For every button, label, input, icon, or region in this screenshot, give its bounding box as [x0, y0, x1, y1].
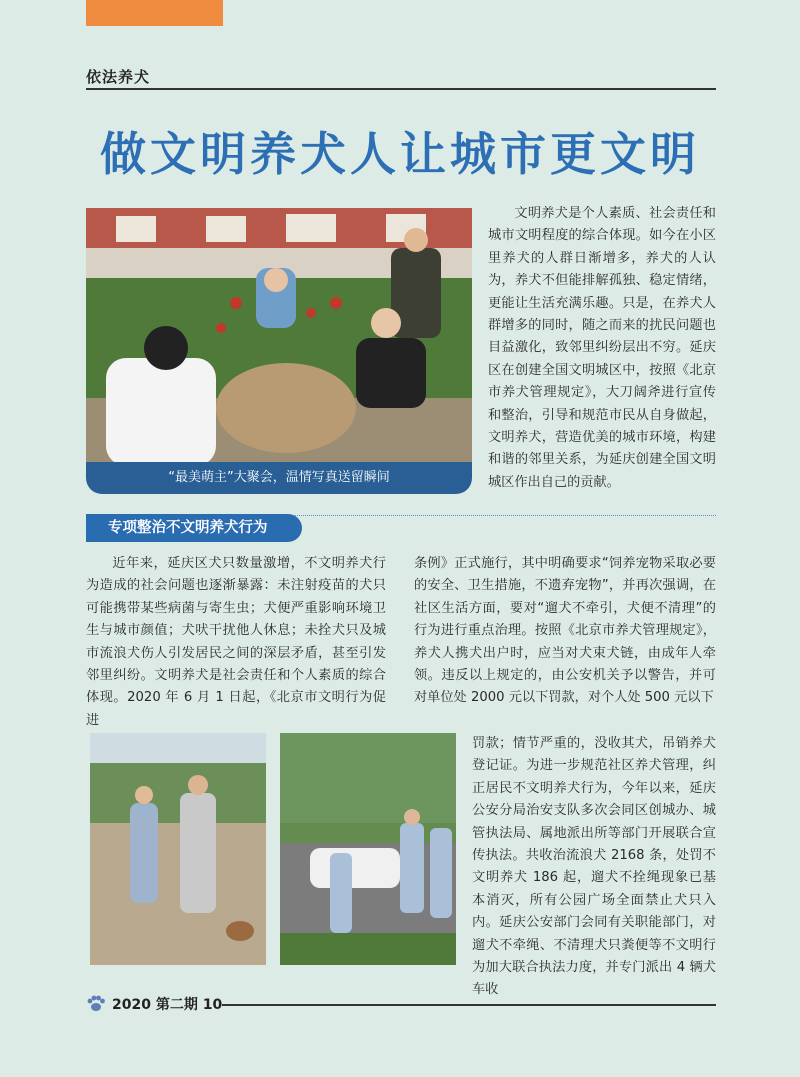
header-rule — [86, 88, 716, 90]
column-left: 近年来，延庆区犬只数量激增，不文明养犬行为造成的社会问题也逐渐暴露：未注射疫苗的犬只可能携带某些病菌与寄生虫；犬便严重影响环境卫生与城市颜值；犬吠干扰他人休息；未拴犬只及城市流浪犬伤人引发居民之间的深层矛盾，甚至引发邻里纠纷。文明养犬是社会责任和个人素质的综合体现。2020 年 6 月 1 日起，《北京市文明行为促进 — [86, 556, 386, 728]
column-right-bottom: 罚款；情节严重的，没收其犬，吊销养犬登记证。为进一步规范社区养犬管理，纠正居民不文明养犬行为，今年以来，延庆公安分局治安支队多次会同区创城办、城管执法局、属地派出所等部门开展联合宣传执法。共收治流浪犬 2168 条，处罚不文明养犬 186 起，遛犬不拴绳现象已基本消灭，所有公园广场全面禁止犬只入内。延庆公安部门会同有关职能部门，对遛犬不牵绳、不清理犬只粪便等不文明行为加大联合执法力度，并专门派出 4 辆犬车收 — [472, 736, 716, 998]
intro-paragraph: 文明养犬是个人素质、社会责任和城市文明程度的综合体现。如今在小区里养犬的人群日渐增多，养犬的人认为，养犬不但能排解孤独、稳定情绪，更能让生活充满乐趣。只是，在养犬人群增多的同时，随之而来的扰民问题也目益激化，致邻里纠纷层出不穷。延庆区在创建全国文明城区中，按照《北京市养犬管理规定》，大刀阔斧进行宣传和整治，引导和规范市民从自身做起，文明养犬，营造优美的城市环境，构建和谐的邻里关系，为延庆创建全国文明城区作出自己的贡献。 — [488, 206, 716, 490]
main-photo — [86, 208, 472, 466]
section-label: 依法养犬 — [86, 68, 151, 86]
footer-rule — [222, 1004, 716, 1006]
enforcement-photo-right — [280, 733, 456, 965]
subhead: 专项整治不文明养犬行为 — [86, 514, 302, 542]
column-right-top: 条例》正式施行，其中明确要求“饲养宠物采取必要的安全、卫生措施，不遗弃宠物”，并再次强调，在社区生活方面，要对“遛犬不牵引，犬便不清理”的行为进行重点治理。按照《北京市养犬管理规定》，养犬人携犬出户时，应当对犬束犬链，由成年人牵领。违反以上规定的，由公安机关予以警告，并可对单位处 2000 元以下罚款，对个人处 500 元以下 — [414, 556, 716, 706]
page-number: 2020 第二期 10 — [112, 997, 223, 1013]
paw-icon — [86, 993, 106, 1013]
enforcement-photo-left — [90, 733, 266, 965]
orange-tab — [86, 0, 223, 26]
headline: 做文明养犬人让城市更文明 — [100, 127, 700, 181]
photo-caption: “最美萌主”大聚会，温情写真送留瞬间 — [86, 462, 472, 494]
